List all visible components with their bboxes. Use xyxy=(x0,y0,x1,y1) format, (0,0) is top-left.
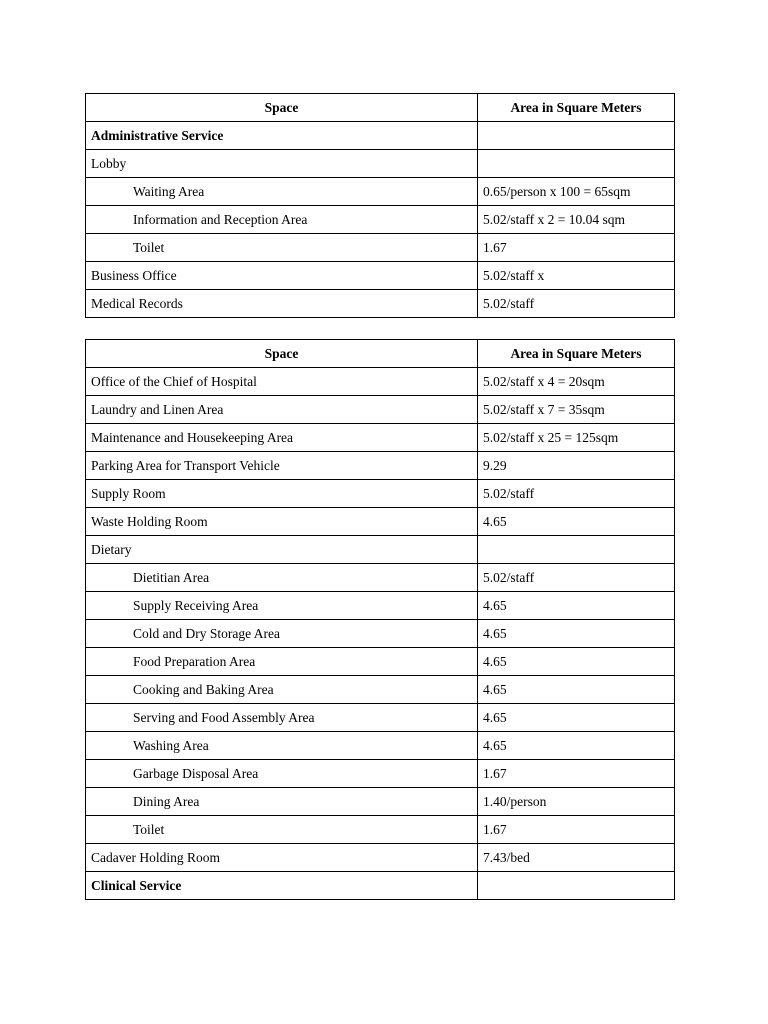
table-row xyxy=(86,452,675,480)
area-cell xyxy=(478,536,675,564)
table-row xyxy=(86,648,675,676)
area-cell: 4.65 xyxy=(478,676,675,704)
table-row xyxy=(86,620,675,648)
space-area-table-2 xyxy=(85,339,675,900)
space-cell: Dietitian Area xyxy=(86,564,478,592)
space-cell: Laundry and Linen Area xyxy=(86,396,478,424)
space-cell: Business Office xyxy=(86,262,478,290)
table-row xyxy=(86,206,675,234)
table-row xyxy=(86,788,675,816)
table-row xyxy=(86,262,675,290)
area-cell: 0.65/person x 100 = 65sqm xyxy=(478,178,675,206)
table-row xyxy=(86,592,675,620)
space-cell: Dietary xyxy=(86,536,478,564)
space-area-table-1 xyxy=(85,93,675,318)
space-cell: Toilet xyxy=(86,816,478,844)
space-cell: Supply Room xyxy=(86,480,478,508)
space-cell: Cadaver Holding Room xyxy=(86,844,478,872)
space-cell: Administrative Service xyxy=(86,122,478,150)
table-row xyxy=(86,178,675,206)
table-row xyxy=(86,732,675,760)
space-cell: Office of the Chief of Hospital xyxy=(86,368,478,396)
space-cell: Waiting Area xyxy=(86,178,478,206)
area-cell: 4.65 xyxy=(478,508,675,536)
space-cell: Supply Receiving Area xyxy=(86,592,478,620)
space-cell: Washing Area xyxy=(86,732,478,760)
space-cell: Clinical Service xyxy=(86,872,478,900)
table-row xyxy=(86,122,675,150)
table-row xyxy=(86,424,675,452)
area-cell: 4.65 xyxy=(478,648,675,676)
space-cell: Information and Reception Area xyxy=(86,206,478,234)
table-row xyxy=(86,480,675,508)
area-cell: 4.65 xyxy=(478,592,675,620)
area-cell: 9.29 xyxy=(478,452,675,480)
table-row xyxy=(86,676,675,704)
space-cell: Garbage Disposal Area xyxy=(86,760,478,788)
space-cell: Food Preparation Area xyxy=(86,648,478,676)
area-cell: 1.67 xyxy=(478,234,675,262)
area-cell: 5.02/staff x xyxy=(478,262,675,290)
area-cell: 4.65 xyxy=(478,620,675,648)
space-cell: Dining Area xyxy=(86,788,478,816)
table-row xyxy=(86,368,675,396)
table-row xyxy=(86,872,675,900)
table-row xyxy=(86,290,675,318)
space-cell: Waste Holding Room xyxy=(86,508,478,536)
area-cell: 1.67 xyxy=(478,760,675,788)
space-cell: Parking Area for Transport Vehicle xyxy=(86,452,478,480)
table-row xyxy=(86,508,675,536)
space-cell: Serving and Food Assembly Area xyxy=(86,704,478,732)
table-row xyxy=(86,234,675,262)
space-cell: Cold and Dry Storage Area xyxy=(86,620,478,648)
area-cell: 5.02/staff x 25 = 125sqm xyxy=(478,424,675,452)
area-cell: 7.43/bed xyxy=(478,844,675,872)
table-header-row xyxy=(86,94,675,122)
table-row xyxy=(86,844,675,872)
area-cell: 4.65 xyxy=(478,732,675,760)
area-cell xyxy=(478,872,675,900)
table-row xyxy=(86,150,675,178)
table-row xyxy=(86,536,675,564)
header-area: Area in Square Meters xyxy=(478,340,675,368)
header-area: Area in Square Meters xyxy=(478,94,675,122)
space-cell: Lobby xyxy=(86,150,478,178)
space-cell: Cooking and Baking Area xyxy=(86,676,478,704)
table-row xyxy=(86,396,675,424)
area-cell: 1.40/person xyxy=(478,788,675,816)
table-row xyxy=(86,816,675,844)
area-cell xyxy=(478,150,675,178)
space-cell: Maintenance and Housekeeping Area xyxy=(86,424,478,452)
area-cell: 4.65 xyxy=(478,704,675,732)
area-cell: 1.67 xyxy=(478,816,675,844)
table-row xyxy=(86,760,675,788)
area-cell: 5.02/staff xyxy=(478,290,675,318)
area-cell: 5.02/staff xyxy=(478,480,675,508)
area-cell: 5.02/staff x 4 = 20sqm xyxy=(478,368,675,396)
header-space: Space xyxy=(86,94,478,122)
header-space: Space xyxy=(86,340,478,368)
table-row xyxy=(86,564,675,592)
space-cell: Toilet xyxy=(86,234,478,262)
area-cell: 5.02/staff x 2 = 10.04 sqm xyxy=(478,206,675,234)
table-row xyxy=(86,704,675,732)
area-cell: 5.02/staff xyxy=(478,564,675,592)
area-cell: 5.02/staff x 7 = 35sqm xyxy=(478,396,675,424)
table-header-row xyxy=(86,340,675,368)
space-cell: Medical Records xyxy=(86,290,478,318)
area-cell xyxy=(478,122,675,150)
